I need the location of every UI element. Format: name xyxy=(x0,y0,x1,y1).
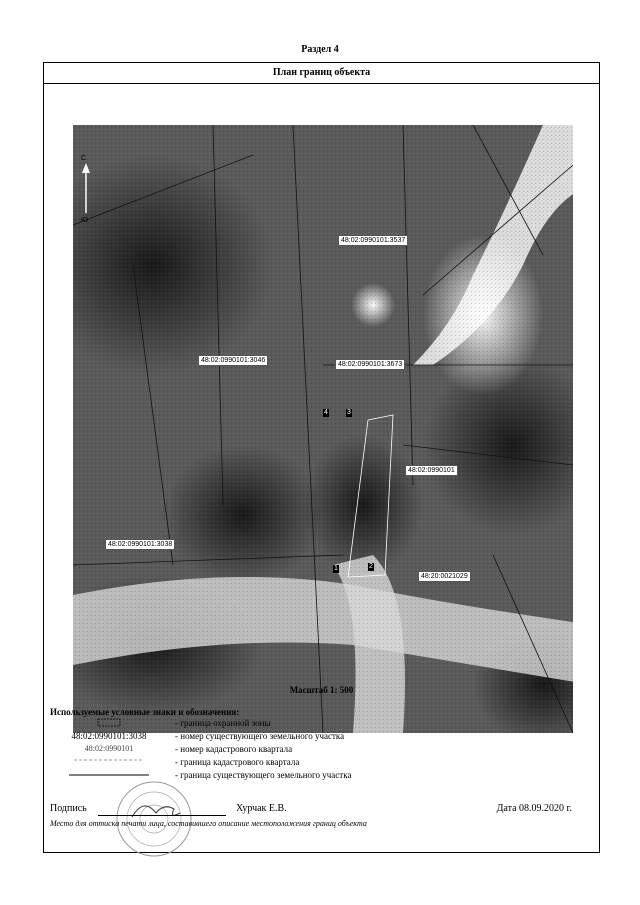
map-image xyxy=(73,125,573,733)
arrow-icon xyxy=(81,163,91,215)
point-label: 1 xyxy=(334,565,338,572)
stamp-note: Место для оттиска печати лица, составившего описание местоположения границ объекта xyxy=(50,819,367,828)
signature-label: Подпись xyxy=(50,803,87,814)
map-scale: Масштаб 1: 500 xyxy=(289,685,354,695)
signer-name: Хурчак Е.В. xyxy=(236,803,287,814)
section-title: Раздел 4 xyxy=(301,44,339,55)
signature-line xyxy=(98,815,226,816)
parcel-label: 48:02:0990101:3537 xyxy=(338,235,408,246)
parcel-label: 48:02:0990101 xyxy=(405,465,458,476)
parcel-number-symbol: 48:02:0990101:3038 xyxy=(71,731,147,741)
legend-desc: - граница охранной зоны xyxy=(175,718,271,728)
legend-desc: - номер существующего земельного участка xyxy=(175,731,345,741)
compass-north-label: С xyxy=(81,155,87,162)
quarter-boundary-symbol xyxy=(44,757,174,767)
compass-south-label: Ю xyxy=(81,217,89,224)
legend-item xyxy=(44,718,544,730)
dashed-rect-icon xyxy=(97,718,121,727)
solid-line-icon xyxy=(69,770,149,778)
page-title: План границ объекта xyxy=(44,63,599,84)
dashed-line-icon xyxy=(74,757,144,765)
north-arrow-icon xyxy=(79,155,97,227)
parcel-label: 48:20:0021029 xyxy=(418,571,471,582)
legend-item xyxy=(44,757,544,769)
point-label: 3 xyxy=(347,409,351,416)
parcel-label: 48:02:0990101:3046 xyxy=(198,355,268,366)
legend-title: Используемые условные знаки и обозначения: xyxy=(50,707,240,717)
point-label: 4 xyxy=(324,409,328,416)
parcel-label: 48:02:0990101:3038 xyxy=(105,539,175,550)
legend-desc: - граница существующего земельного участка xyxy=(175,770,352,780)
legend-item xyxy=(44,744,544,756)
legend-item xyxy=(44,731,544,743)
legend-desc: - номер кадастрового квартала xyxy=(175,744,293,754)
legend-desc: - граница кадастрового квартала xyxy=(175,757,300,767)
protection-zone-symbol xyxy=(44,718,174,729)
point-label: 2 xyxy=(369,563,373,570)
signature-date: Дата 08.09.2020 г. xyxy=(496,803,572,814)
aerial-map xyxy=(73,125,573,733)
parcel-label: 48:02:0990101:3673 xyxy=(335,359,405,370)
quarter-number-symbol: 48:02:0990101 xyxy=(84,744,134,753)
document-frame xyxy=(43,62,600,853)
